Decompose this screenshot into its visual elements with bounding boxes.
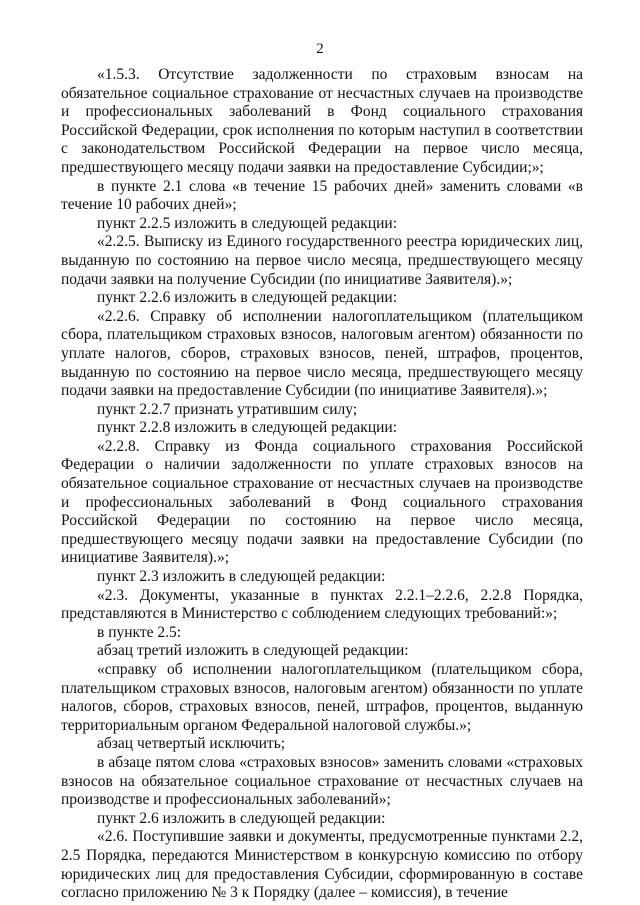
paragraph-2-6-intro: пункт 2.6 изложить в следующей редакции:	[97, 809, 386, 827]
paragraph-2-2-6-text: «2.2.6. Справку об исполнении налогоплательщиком (плательщиком сбора, плательщиком страховых взносов, налоговым агентом) обязанности по уплате налогов, сборов, страховых взносов, пеней, штрафов, процентов, выданную по состоянию на первое число месяца, предшествующего месяцу подачи заявки на предоставление Субсидии (по инициативе Заявителя).»;	[61, 307, 583, 400]
paragraph-2-5-intro: в пункте 2.5:	[97, 623, 182, 641]
paragraph-2-6-text: «2.6. Поступившие заявки и документы, предусмотренные пунктами 2.2, 2.5 Порядка, передаются Министерством в конкурсную комиссию по отбору юридических лиц для предоставления Субсидии, сформированную в составе согласно приложению № 3 к Порядку (далее – комиссия), в течение	[61, 828, 583, 902]
document-body	[61, 66, 583, 903]
paragraph-2-5-fifth-amendment: в абзаце пятом слова «страховых взносов» заменить словами «страховых взносов на обязательное социальное страхование от несчастных случаев на производстве и профессиональных заболеваний»;	[61, 753, 583, 809]
paragraph-2-2-5-text: «2.2.5. Выписку из Единого государственного реестра юридических лиц, выданную по состоянию на первое число месяца, предшествующего месяцу подачи заявки на получение Субсидии (по инициативе Заявителя).»;	[61, 233, 583, 288]
paragraph-2-2-8-intro: пункт 2.2.8 изложить в следующей редакции:	[97, 419, 398, 437]
paragraph-2-3-intro: пункт 2.3 изложить в следующей редакции:	[97, 568, 386, 586]
paragraph-2-5-fourth-exclude: абзац четвертый исключить;	[97, 735, 286, 753]
paragraph-2-2-8-text: «2.2.8. Справку из Фонда социального страхования Российской Федерации о наличии задолженности по уплате страховых взносов на обязательное социальное страхование от несчастных случаев на производстве и профессиональных заболеваний в Фонд социального страхования Российской Федерации по состоянию на первое число месяца, предшествующего месяцу подачи заявки на предоставление Субсидии (по инициативе Заявителя).»;	[61, 437, 583, 567]
paragraph-2-5-third-intro: абзац третий изложить в следующей редакции:	[97, 642, 409, 660]
paragraph-2-2-6-intro: пункт 2.2.6 изложить в следующей редакции:	[97, 289, 398, 307]
page-number: 2	[316, 41, 324, 57]
paragraph-2-3-text: «2.3. Документы, указанные в пунктах 2.2.1–2.2.6, 2.2.8 Порядка, представляются в Министерство с соблюдением следующих требований:»;	[61, 586, 583, 623]
paragraph-2-2-7-repeal: пункт 2.2.7 признать утратившим силу;	[97, 400, 358, 418]
paragraph-2-1-amendment: в пункте 2.1 слова «в течение 15 рабочих дней» заменить словами «в течение 10 рабочих дней»;	[61, 177, 583, 214]
paragraph-2-2-5-intro: пункт 2.2.5 изложить в следующей редакции:	[97, 214, 398, 232]
paragraph-1-5-3-text: «1.5.3. Отсутствие задолженности по страховым взносам на обязательное социальное страхование от несчастных случаев на производстве и профессиональных заболеваний в Фонд социального страхования Российской Федерации, срок исполнения по которым наступил в соответствии с законодательством Российской Федерации на первое число месяца, предшествующего месяцу подачи заявки на предоставление Субсидии;»;	[61, 66, 583, 176]
paragraph-2-5-third-text: «справку об исполнении налогоплательщиком (плательщиком сбора, плательщиком страховых взносов, налоговым агентом) обязанности по уплате налогов, сборов, страховых взносов, пеней, штрафов, процентов, выданную территориальным органом Федеральной налоговой службы.»;	[61, 661, 583, 734]
